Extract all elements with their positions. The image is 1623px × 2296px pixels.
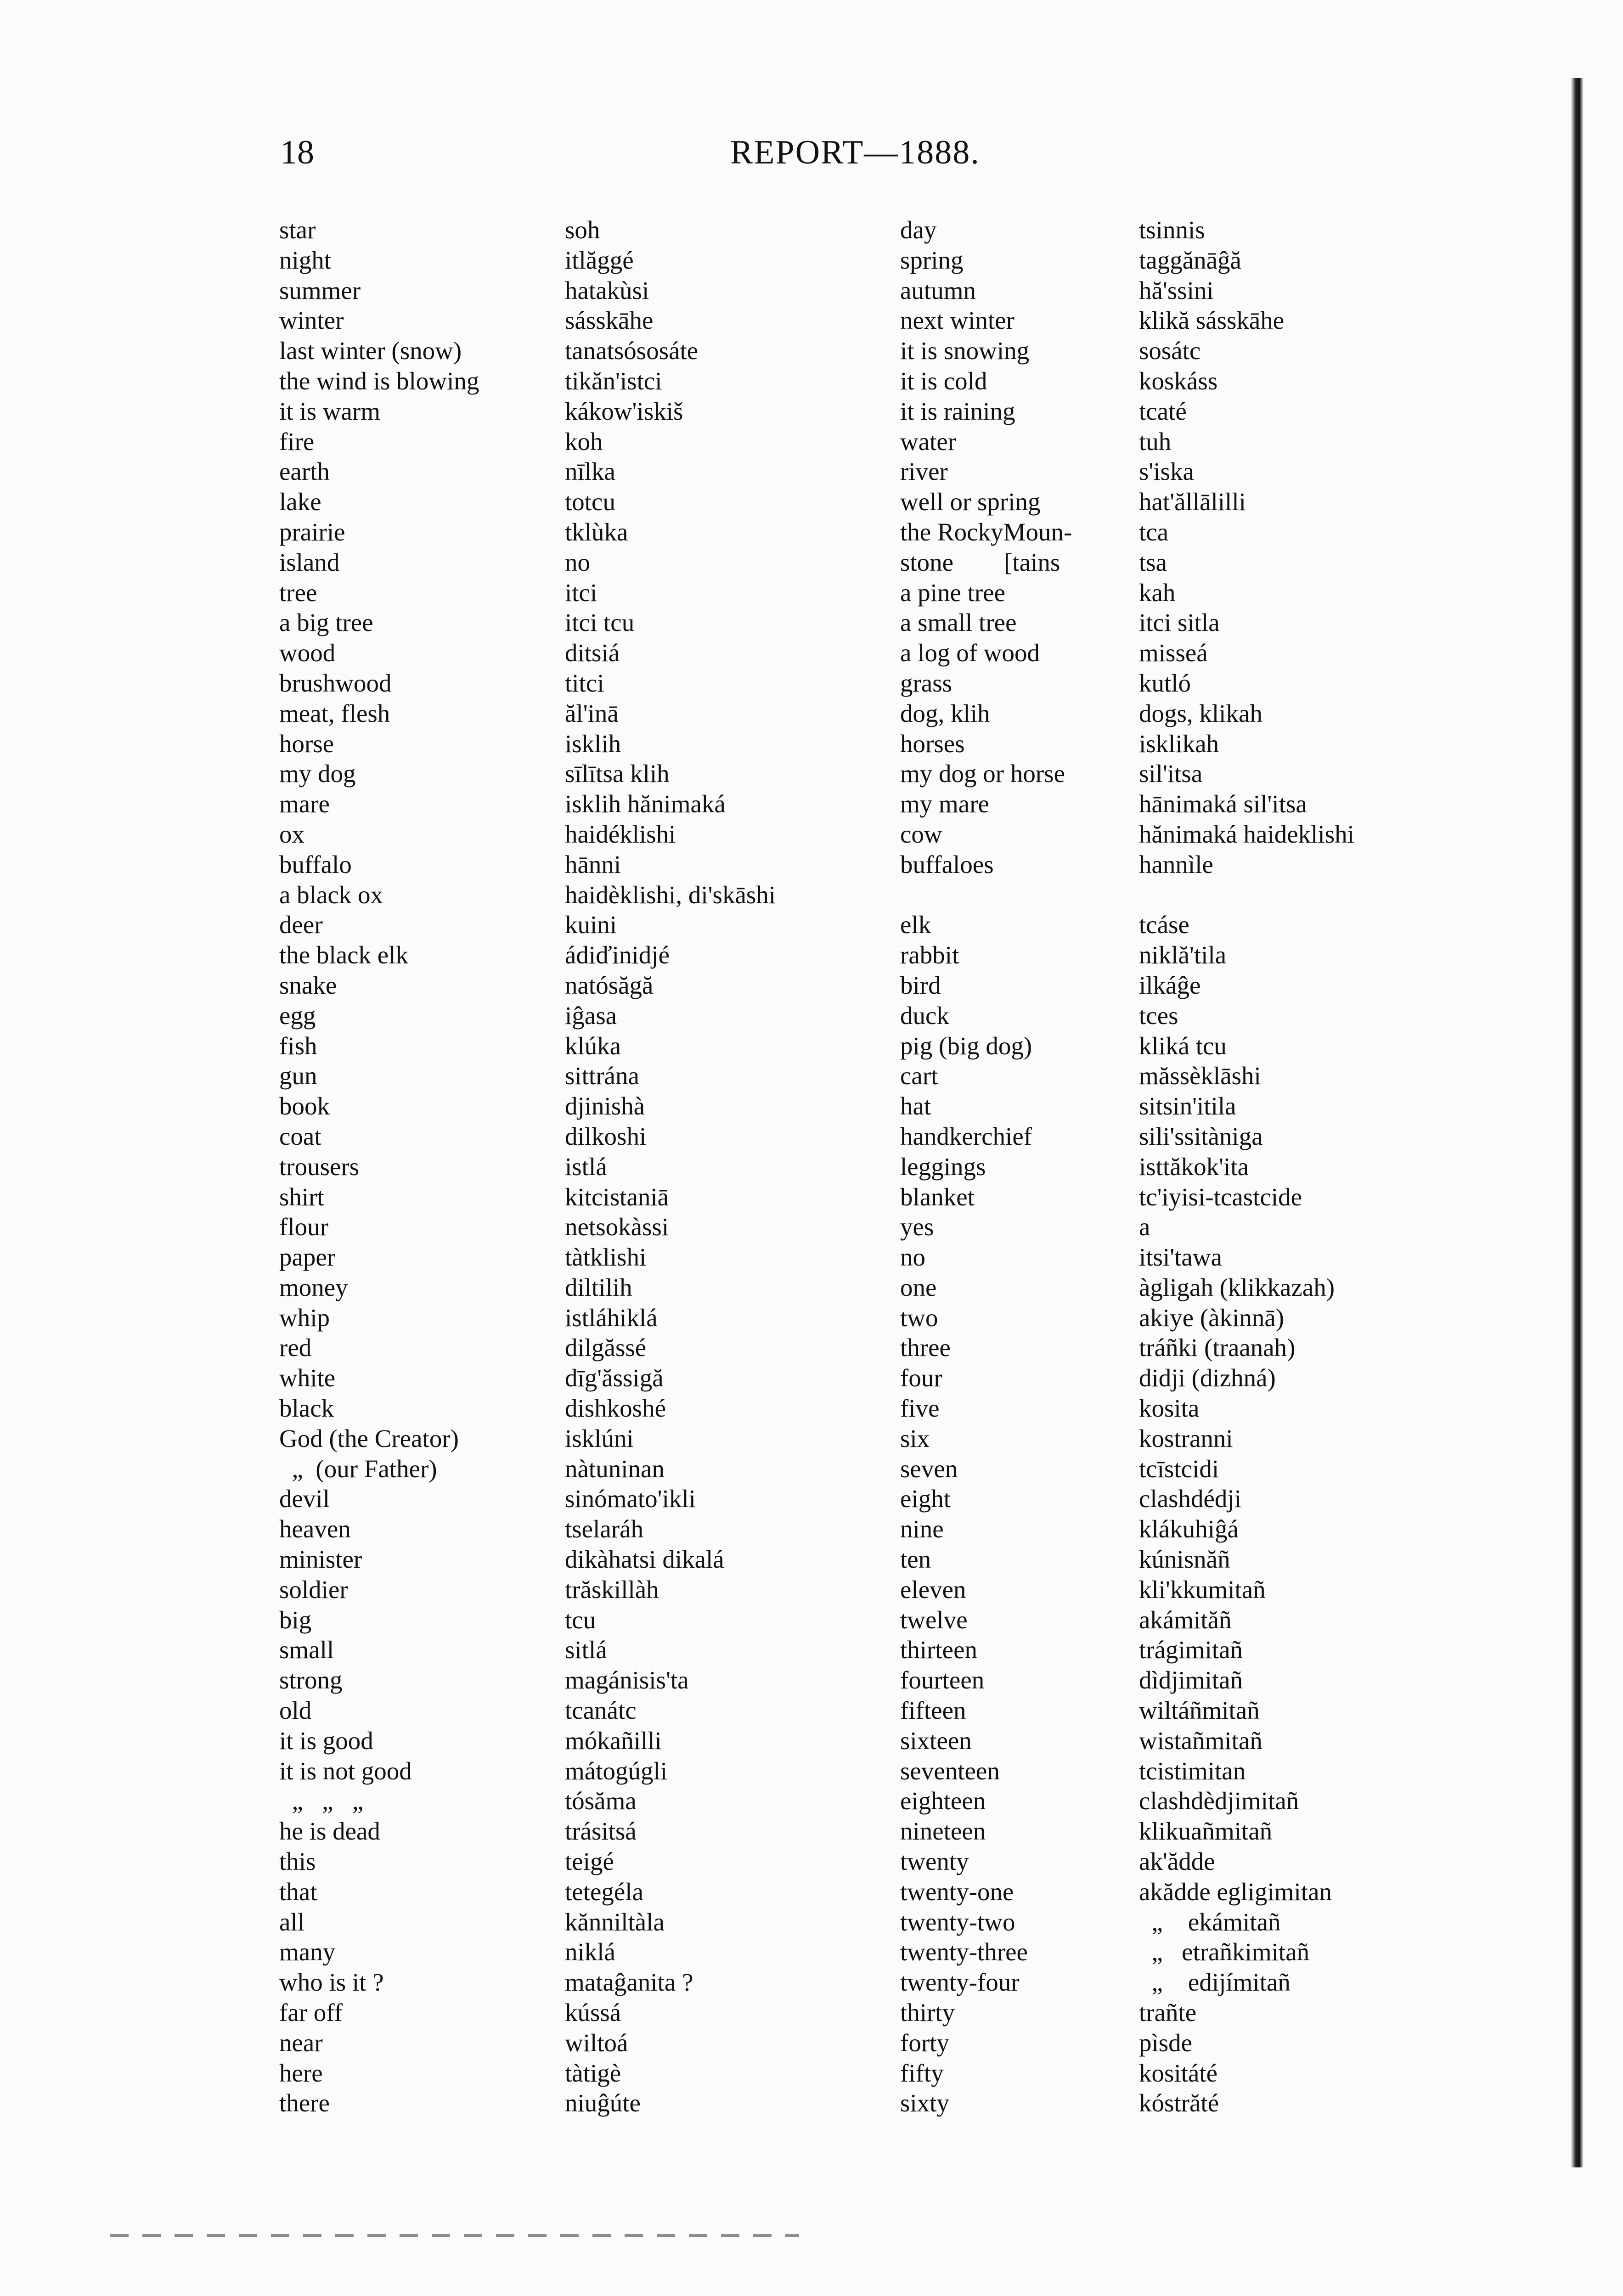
vocab-entry: kuini — [565, 911, 617, 939]
vocab-entry: buffaloes — [900, 850, 994, 878]
vocab-entry: tree — [279, 578, 317, 607]
vocab-entry: tàtklishi — [565, 1243, 647, 1272]
vocab-entry: dog, klih — [900, 699, 990, 727]
vocab-entry: klikuañmitañ — [1139, 1817, 1273, 1846]
vocab-entry: it is cold — [900, 366, 987, 395]
vocab-entry: winter — [279, 306, 344, 335]
vocab-entry: didji (dizhná) — [1139, 1364, 1276, 1392]
vocab-entry: brushwood — [279, 669, 392, 697]
vocab-entry: kănniltàla — [565, 1908, 665, 1936]
vocab-entry: elk — [900, 911, 931, 939]
vocab-entry: no — [900, 1243, 925, 1272]
vocab-entry: tcanátc — [565, 1696, 637, 1725]
vocab-entry: nīlka — [565, 457, 615, 486]
vocab-entry: leggings — [900, 1152, 986, 1181]
vocab-entry: gun — [279, 1062, 317, 1090]
vocab-entry: horses — [900, 729, 965, 758]
vocab-entry: dīg'ăssigă — [565, 1364, 664, 1392]
vocab-entry: kutló — [1139, 669, 1191, 697]
vocab-entry: hānni — [565, 850, 621, 878]
vocab-entry: mátogúgli — [565, 1756, 668, 1785]
vocab-entry: God (the Creator) — [279, 1424, 459, 1452]
vocab-entry: itlăggé — [565, 246, 634, 274]
vocab-entry: hat'ăllālilli — [1139, 488, 1246, 516]
vocab-entry: soldier — [279, 1575, 348, 1604]
vocab-entry: it is good — [279, 1726, 373, 1755]
vocab-entry: clashdèdjimitañ — [1139, 1787, 1299, 1815]
vocab-entry: tc'iyisi-tcastcide — [1139, 1182, 1302, 1211]
vocab-entry: the black elk — [279, 941, 408, 969]
vocab-entry: nine — [900, 1515, 944, 1543]
vocab-entry: five — [900, 1394, 940, 1423]
vocab-entry: wiltoá — [565, 2028, 628, 2057]
vocab-entry: there — [279, 2089, 330, 2117]
vocab-entry: ak'ădde — [1139, 1847, 1215, 1876]
vocab-entry: isklih — [565, 729, 621, 758]
vocab-entry: heaven — [279, 1515, 351, 1543]
vocab-entry: akámităñ — [1139, 1605, 1232, 1634]
vocab-entry: akiye (àkinnā) — [1139, 1303, 1285, 1332]
vocab-entry: nineteen — [900, 1817, 986, 1846]
vocab-entry: twenty — [900, 1847, 969, 1876]
vocab-entry: itci sitla — [1139, 608, 1220, 637]
vocab-entry: four — [900, 1364, 942, 1392]
vocab-entry: sosátc — [1139, 337, 1201, 365]
vocab-entry: pig (big dog) — [900, 1031, 1032, 1060]
vocab-entry: black — [279, 1394, 334, 1423]
vocab-entry: koh — [565, 427, 603, 456]
vocab-entry: next winter — [900, 306, 1014, 335]
vocab-entry: fifteen — [900, 1696, 966, 1725]
vocab-entry: kússá — [565, 1998, 621, 2027]
vocab-entry: strong — [279, 1666, 343, 1694]
vocab-entry: blanket — [900, 1182, 975, 1211]
vocab-entry: my dog or horse — [900, 760, 1065, 788]
vocab-entry: măssèklāshi — [1139, 1062, 1261, 1090]
vocab-entry: „ edijímitañ — [1139, 1968, 1291, 1997]
vocab-entry: netsokàssi — [565, 1213, 669, 1241]
vocab-entry: haidèklishi, di'skāshi — [565, 880, 776, 909]
vocab-entry: paper — [279, 1243, 336, 1272]
column-english-right — [900, 215, 1072, 2118]
vocab-entry: sitsin'itila — [1139, 1092, 1236, 1120]
vocab-entry: dìdjimitañ — [1139, 1666, 1243, 1694]
vocab-entry: minister — [279, 1545, 362, 1574]
vocab-entry: kositáté — [1139, 2059, 1218, 2087]
vocab-entry: tsinnis — [1139, 216, 1205, 244]
vocab-entry: it is raining — [900, 397, 1015, 425]
vocab-entry: trăskillàh — [565, 1575, 659, 1604]
vocab-entry: the RockyMoun- — [900, 518, 1072, 546]
vocab-entry: „ „ „ — [279, 1787, 364, 1815]
vocab-entry: earth — [279, 457, 330, 486]
vocab-entry: he is dead — [279, 1817, 380, 1846]
vocab-entry: my mare — [900, 790, 989, 818]
vocab-entry: misseá — [1139, 639, 1208, 667]
vocab-entry: a big tree — [279, 608, 373, 637]
vocab-entry: kah — [1139, 578, 1176, 607]
vocab-entry: fire — [279, 427, 315, 456]
vocab-entry: money — [279, 1273, 348, 1301]
vocab-entry: isklikah — [1139, 729, 1219, 758]
vocab-entry: klikă sásskāhe — [1139, 306, 1285, 335]
vocab-entry: tráñki (traanah) — [1139, 1334, 1296, 1362]
vocab-entry: day — [900, 216, 937, 244]
vocab-entry: dikàhatsi dikalá — [565, 1545, 724, 1574]
vocab-entry: kosita — [1139, 1394, 1200, 1423]
vocab-entry: duck — [900, 1001, 949, 1030]
vocab-entry: soh — [565, 216, 600, 244]
vocab-entry: here — [279, 2059, 323, 2087]
vocab-entry: hat — [900, 1092, 931, 1120]
vocab-entry: night — [279, 246, 332, 274]
vocab-entry: a — [1139, 1213, 1150, 1241]
vocab-entry: mare — [279, 790, 330, 818]
vocab-entry: ilkáĝe — [1139, 971, 1201, 999]
vocab-entry: it is not good — [279, 1756, 412, 1785]
vocab-entry: klákuhiĝá — [1139, 1515, 1239, 1543]
vocab-entry: twenty-three — [900, 1938, 1028, 1966]
vocab-entry: itsi'tawa — [1139, 1243, 1222, 1272]
vocab-entry: it is warm — [279, 397, 380, 425]
vocab-entry: seven — [900, 1454, 958, 1483]
vocab-entry: kitcistaniā — [565, 1182, 669, 1211]
vocab-entry: hă'ssini — [1139, 276, 1214, 304]
vocab-entry: trásitsá — [565, 1817, 637, 1846]
vocab-entry: klúka — [565, 1031, 621, 1060]
vocab-entry: three — [900, 1334, 951, 1362]
vocab-entry: a pine tree — [900, 578, 1006, 607]
vocab-entry: eighteen — [900, 1787, 986, 1815]
vocab-entry: thirteen — [900, 1636, 977, 1664]
vocab-entry: wistañmitañ — [1139, 1726, 1262, 1755]
vocab-entry: sili'ssitàniga — [1139, 1122, 1263, 1150]
vocab-entry: horse — [279, 729, 334, 758]
vocab-entry: kákow'iskiš — [565, 397, 683, 425]
vocab-entry: clashdédji — [1139, 1485, 1241, 1513]
vocab-entry: „ etrañkimitañ — [1139, 1938, 1310, 1966]
vocab-entry: one — [900, 1273, 937, 1301]
vocab-entry: ox — [279, 820, 304, 848]
vocab-entry: book — [279, 1092, 330, 1120]
vocab-entry: mataĝanita ? — [565, 1968, 693, 1997]
vocab-entry: djinishà — [565, 1092, 645, 1120]
vocab-entry: isklih hănimaká — [565, 790, 726, 818]
vocab-entry: forty — [900, 2028, 949, 2057]
vocab-entry: well or spring — [900, 488, 1041, 516]
vocab-entry: isklúni — [565, 1424, 634, 1452]
vocab-entry: white — [279, 1364, 336, 1392]
vocab-entry: sixteen — [900, 1726, 972, 1755]
vocab-entry: all — [279, 1908, 304, 1936]
vocab-entry: lake — [279, 488, 321, 516]
vocab-entry: no — [565, 548, 590, 576]
vocab-entry: island — [279, 548, 340, 576]
vocab-entry: eleven — [900, 1575, 966, 1604]
vocab-entry: niklá — [565, 1938, 615, 1966]
vocab-entry: who is it ? — [279, 1968, 384, 1997]
vocab-entry: small — [279, 1636, 334, 1664]
vocab-entry: stone [tains — [900, 548, 1060, 576]
vocab-entry: twenty-four — [900, 1968, 1020, 1997]
vocab-entry: hatakùsi — [565, 276, 649, 304]
vocab-entry: handkerchief — [900, 1122, 1032, 1150]
vocab-entry: river — [900, 457, 948, 486]
vocab-entry: twenty-one — [900, 1877, 1014, 1906]
vocab-entry: sitlá — [565, 1636, 607, 1664]
vocab-entry: itci tcu — [565, 608, 635, 637]
vocab-entry: trágimitañ — [1139, 1636, 1243, 1664]
vocab-entry: water — [900, 427, 957, 456]
vocab-entry: rabbit — [900, 941, 959, 969]
vocab-entry: star — [279, 216, 316, 244]
page-number: 18 — [280, 134, 314, 171]
column-native-left — [565, 215, 776, 2118]
vocab-entry: cow — [900, 820, 942, 848]
vocab-entry: hānimaká sil'itsa — [1139, 790, 1307, 818]
vocab-entry: kli'kkumitañ — [1139, 1575, 1266, 1604]
vocab-entry: grass — [900, 669, 952, 697]
vocab-entry: old — [279, 1696, 312, 1725]
vocab-entry: niuĝúte — [565, 2089, 641, 2117]
vocab-entry: dilkoshi — [565, 1122, 647, 1150]
vocab-entry: tósăma — [565, 1787, 637, 1815]
vocab-entry: tsa — [1139, 548, 1167, 576]
vocab-entry: magánisis'ta — [565, 1666, 689, 1694]
vocab-entry: sīlītsa klih — [565, 760, 670, 788]
vocab-entry: tcáse — [1139, 911, 1189, 939]
vocab-entry: koskáss — [1139, 366, 1218, 395]
vocab-entry: tikăn'istci — [565, 366, 662, 395]
vocab-entry: ăl'inā — [565, 699, 619, 727]
vocab-entry: prairie — [279, 518, 345, 546]
vocab-entry: last winter (snow) — [279, 337, 462, 365]
vocab-entry — [1139, 880, 1354, 910]
vocab-entry: two — [900, 1303, 938, 1332]
vocab-entry: tca — [1139, 518, 1169, 546]
vocab-entry: dogs, klikah — [1139, 699, 1262, 727]
vocab-entry: deer — [279, 911, 323, 939]
vocab-entry: dishkoshé — [565, 1394, 666, 1423]
vocab-entry: far off — [279, 1998, 343, 2027]
vocab-entry: thirty — [900, 1998, 955, 2027]
vocab-entry: tuh — [1139, 427, 1172, 456]
vocab-entry: wiltáñmitañ — [1139, 1696, 1260, 1725]
vocab-entry: six — [900, 1424, 930, 1452]
vocab-entry: taggănāĝă — [1139, 246, 1241, 274]
vocab-entry: flour — [279, 1213, 328, 1241]
vocab-entry: tetegéla — [565, 1877, 643, 1906]
vocab-entry: a black ox — [279, 880, 383, 909]
vocab-entry: istlá — [565, 1152, 607, 1181]
vocab-entry: istláhiklá — [565, 1303, 658, 1332]
vocab-entry: kóstrăté — [1139, 2089, 1219, 2117]
vocab-entry: twenty-two — [900, 1908, 1015, 1936]
vocab-entry: sittrána — [565, 1062, 639, 1090]
vocab-entry: summer — [279, 276, 361, 304]
vocab-entry: a small tree — [900, 608, 1017, 637]
vocab-entry: mókañilli — [565, 1726, 662, 1755]
vocab-entry: coat — [279, 1122, 321, 1150]
vocab-entry: titci — [565, 669, 604, 697]
vocab-entry: twelve — [900, 1605, 968, 1634]
vocab-entry: buffalo — [279, 850, 352, 878]
vocab-entry: bird — [900, 971, 941, 999]
vocab-entry: a log of wood — [900, 639, 1040, 667]
vocab-entry: kúnisnăñ — [1139, 1545, 1230, 1574]
vocab-entry: iĝasa — [565, 1001, 617, 1030]
vocab-entry: pìsde — [1139, 2028, 1193, 2057]
vocab-entry: tcu — [565, 1605, 596, 1634]
vocab-entry: ten — [900, 1545, 931, 1574]
vocab-entry: many — [279, 1938, 336, 1966]
page-title: REPORT—1888. — [730, 134, 980, 171]
vocab-entry: nàtuninan — [565, 1454, 665, 1483]
vocab-entry: dilgăssé — [565, 1334, 647, 1362]
vocab-entry: shirt — [279, 1182, 324, 1211]
vocab-entry: autumn — [900, 276, 976, 304]
vocab-entry: this — [279, 1847, 316, 1876]
vocab-entry: trañte — [1139, 1998, 1197, 2027]
binding-edge-shadow — [1571, 78, 1584, 2167]
vocab-entry: tcaté — [1139, 397, 1187, 425]
vocab-entry: cart — [900, 1062, 938, 1090]
vocab-entry: fish — [279, 1031, 317, 1060]
bottom-scan-rule — [110, 2234, 799, 2237]
vocab-entry: tanatsósosáte — [565, 337, 699, 365]
vocab-entry: „ (our Father) — [279, 1454, 437, 1483]
vocab-entry: tcistimitan — [1139, 1756, 1246, 1785]
column-native-right — [1139, 215, 1354, 2118]
vocab-entry: fourteen — [900, 1666, 985, 1694]
vocab-entry: the wind is blowing — [279, 366, 479, 395]
vocab-entry: trousers — [279, 1152, 360, 1181]
vocab-entry: yes — [900, 1213, 934, 1241]
vocab-entry: kliká tcu — [1139, 1031, 1227, 1060]
vocab-entry: haidéklishi — [565, 820, 676, 848]
vocab-entry: red — [279, 1334, 312, 1362]
column-english-left — [279, 215, 479, 2118]
vocab-entry: wood — [279, 639, 336, 667]
vocab-entry: diltilih — [565, 1273, 632, 1301]
vocab-entry: totcu — [565, 488, 615, 516]
vocab-entry: natósăgă — [565, 971, 654, 999]
vocab-entry: ádiďinidjé — [565, 941, 670, 969]
vocab-entry: snake — [279, 971, 337, 999]
vocab-entry: hănimaká haideklishi — [1139, 820, 1354, 848]
vocab-entry: akădde egligimitan — [1139, 1877, 1332, 1906]
vocab-entry: ditsiá — [565, 639, 620, 667]
vocab-entry: sil'itsa — [1139, 760, 1203, 788]
vocab-entry: near — [279, 2028, 323, 2057]
vocab-entry: sásskāhe — [565, 306, 654, 335]
vocab-entry: itci — [565, 578, 597, 607]
vocab-entry: tces — [1139, 1001, 1178, 1030]
vocab-entry: tselaráh — [565, 1515, 644, 1543]
vocab-entry: kostranni — [1139, 1424, 1233, 1452]
vocab-entry: àgligah (klikkazah) — [1139, 1273, 1335, 1301]
vocab-entry: teigé — [565, 1847, 614, 1876]
vocab-entry: sixty — [900, 2089, 949, 2117]
vocab-entry: devil — [279, 1485, 330, 1513]
vocab-entry: „ ekámitañ — [1139, 1908, 1281, 1936]
vocab-entry: fifty — [900, 2059, 944, 2087]
vocab-entry: whip — [279, 1303, 330, 1332]
vocab-entry — [900, 880, 1072, 910]
vocab-entry: eight — [900, 1485, 951, 1513]
vocab-entry: hannìle — [1139, 850, 1213, 878]
vocab-entry: tklùka — [565, 518, 628, 546]
vocab-entry: meat, flesh — [279, 699, 390, 727]
vocab-entry: big — [279, 1605, 312, 1634]
vocab-entry: spring — [900, 246, 964, 274]
vocab-entry: s'iska — [1139, 457, 1194, 486]
vocab-entry: my dog — [279, 760, 356, 788]
vocab-entry: tcīstcidi — [1139, 1454, 1219, 1483]
vocab-entry: sinómato'ikli — [565, 1485, 696, 1513]
vocab-entry: seventeen — [900, 1756, 1000, 1785]
vocab-entry: it is snowing — [900, 337, 1030, 365]
vocab-entry: egg — [279, 1001, 316, 1030]
vocab-entry: isttăkok'ita — [1139, 1152, 1249, 1181]
vocab-entry: tàtigè — [565, 2059, 621, 2087]
vocab-entry: that — [279, 1877, 317, 1906]
vocab-entry: niklă'tila — [1139, 941, 1227, 969]
